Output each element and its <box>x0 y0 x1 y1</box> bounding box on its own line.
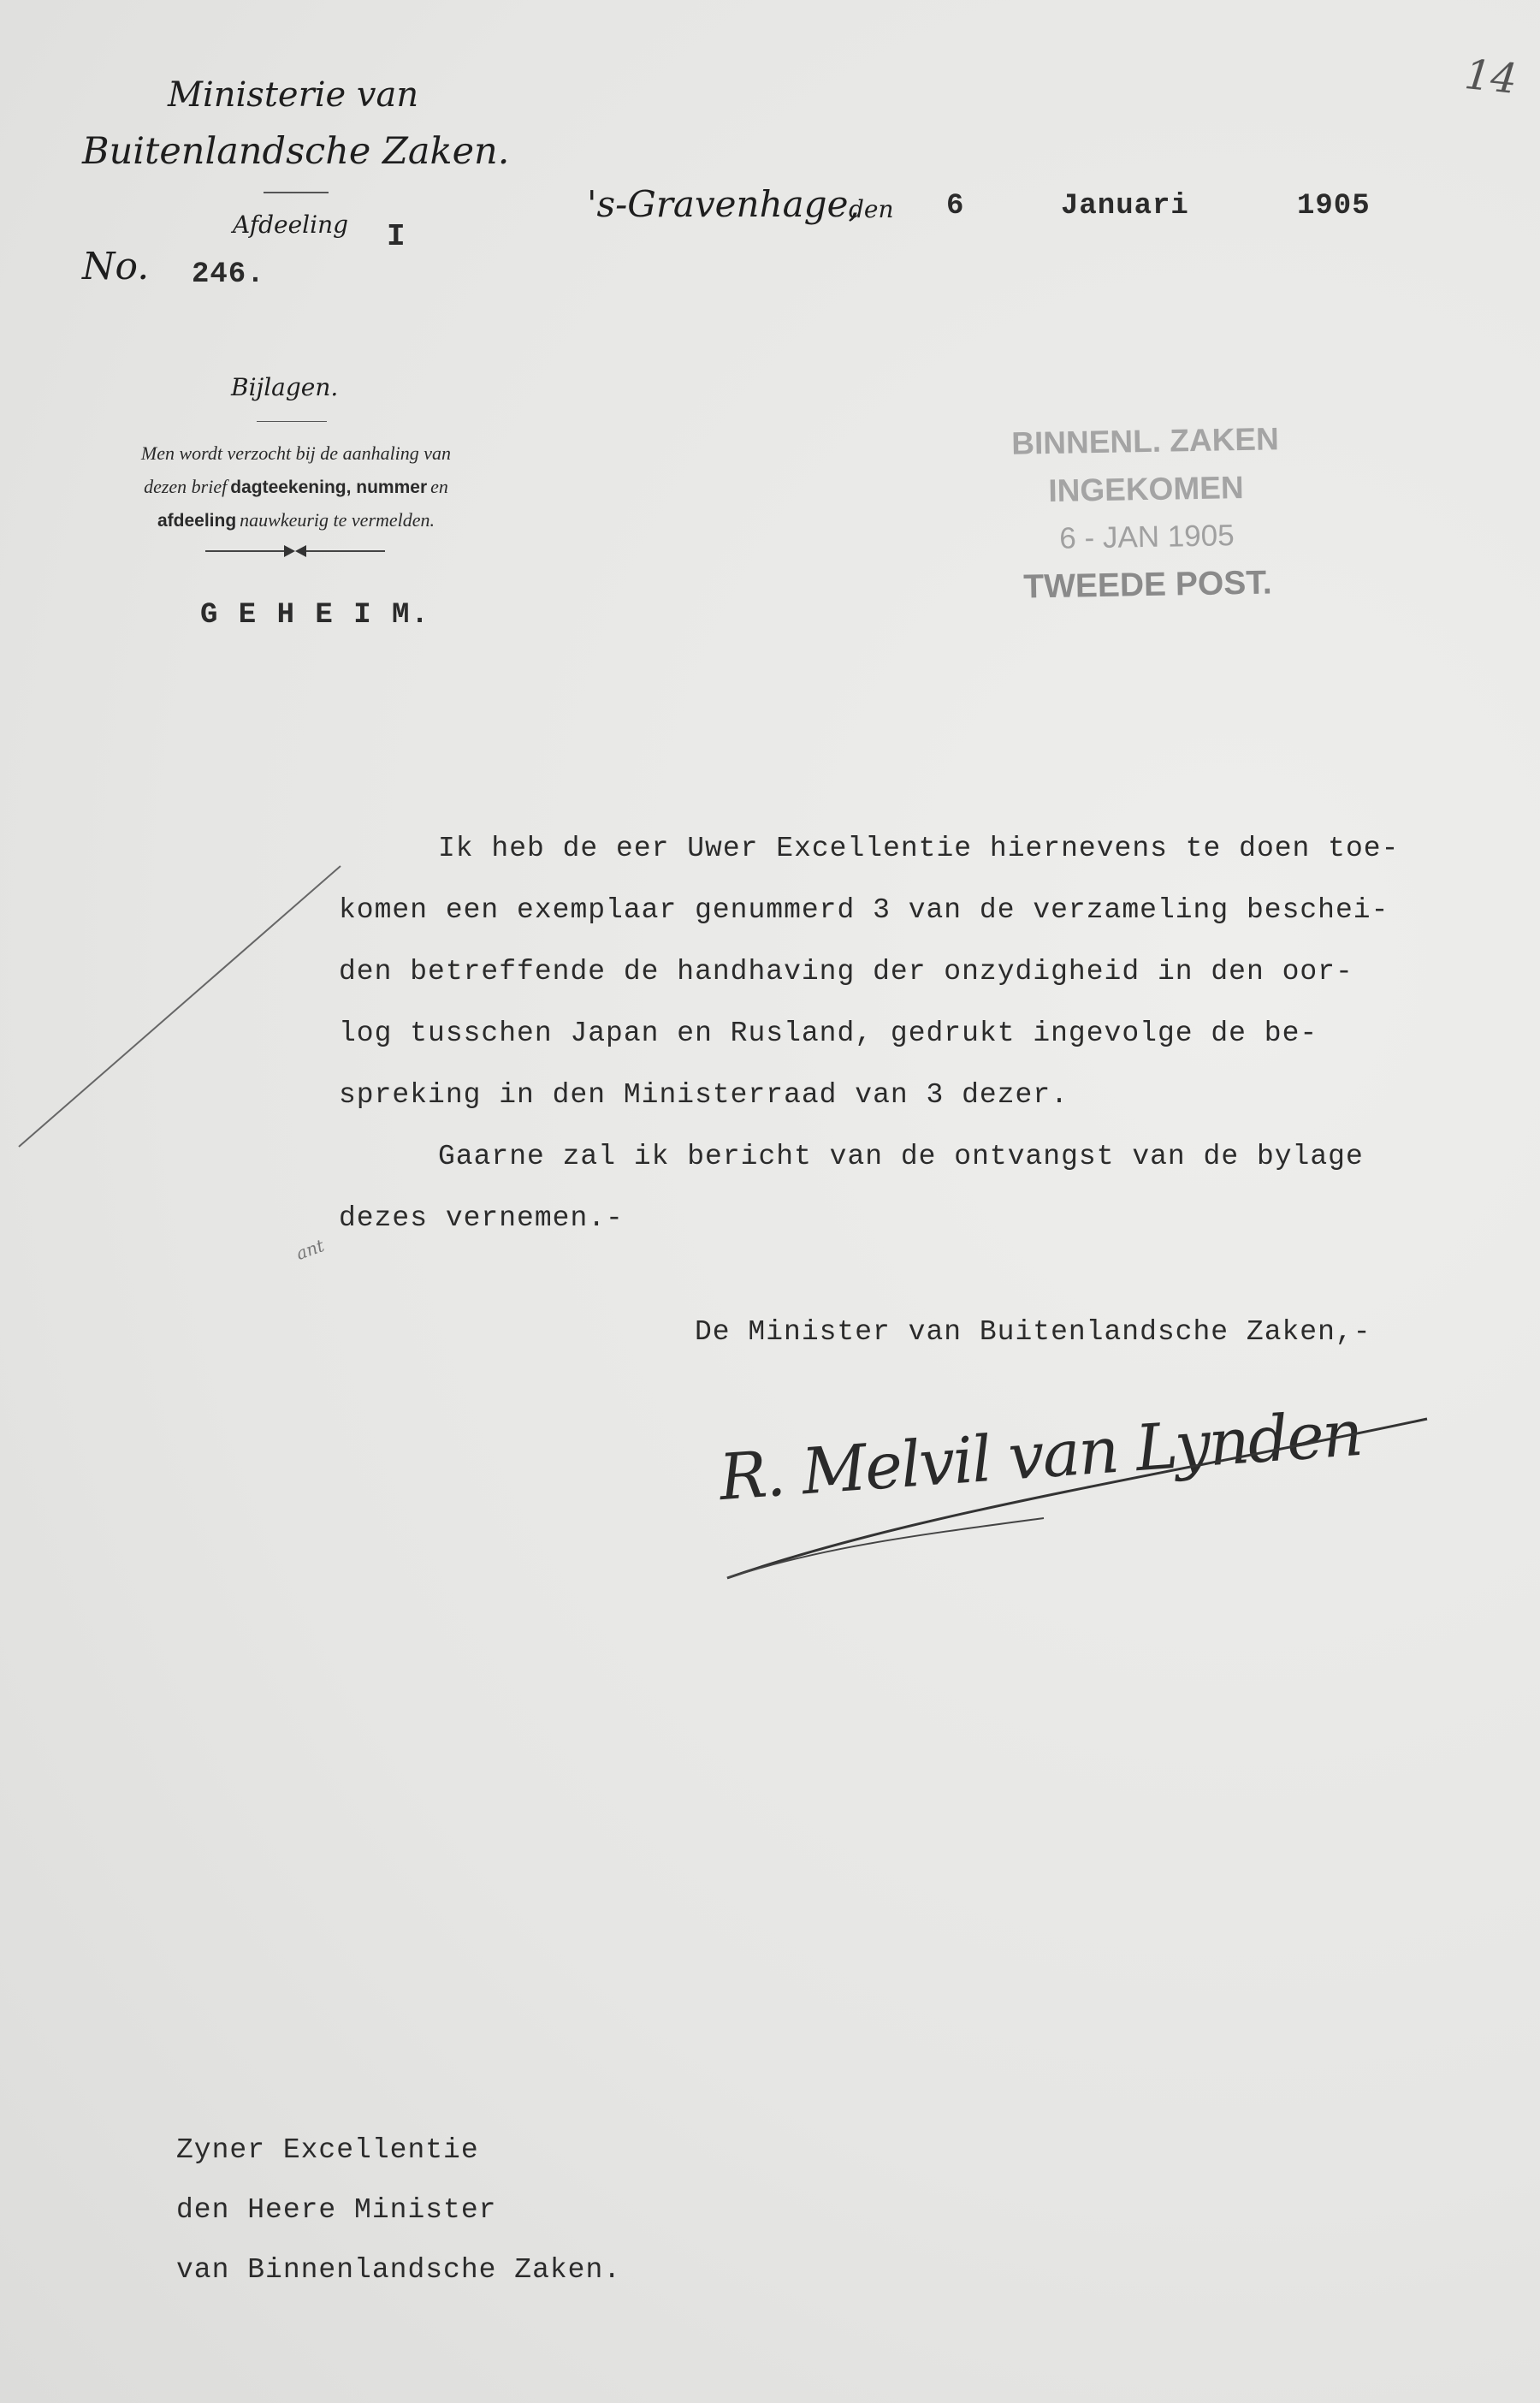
number-label: No. <box>82 245 150 288</box>
addressee-line3: van Binnenlandsche Zaken. <box>176 2254 622 2286</box>
date-month: Januari <box>1061 190 1189 222</box>
place-name: 's-Gravenhage, <box>587 183 860 225</box>
date-year: 1905 <box>1297 190 1371 222</box>
page-number: 14 <box>1462 50 1519 104</box>
signature: R. Melvil van Lynden <box>702 1385 1454 1590</box>
addressee-line2: den Heere Minister <box>176 2194 497 2226</box>
signature-flourish <box>702 1385 1454 1590</box>
body-line: Gaarne zal ik bericht van de ontvangst van de bylage <box>438 1141 1364 1172</box>
ministry-name-line2: Buitenlandsche Zaken. <box>82 130 510 173</box>
department-label: Afdeeling <box>233 211 349 239</box>
letter-number: 246. <box>192 258 265 291</box>
ornament-divider <box>205 541 385 561</box>
letterhead-divider <box>264 192 329 193</box>
classification-secret: G E H E I M. <box>200 599 430 632</box>
attachments-divider <box>257 421 327 422</box>
margin-note: ant <box>293 1235 327 1264</box>
closing-line: De Minister van Buitenlandsche Zaken,- <box>695 1316 1371 1348</box>
attachments-label: Bijlagen. <box>231 373 339 401</box>
body-line: Ik heb de eer Uwer Excellentie hiernevens te doen toe- <box>438 833 1400 864</box>
body-line: log tusschen Japan en Rusland, gedrukt ingevolge de be- <box>339 1018 1318 1049</box>
ministry-name-line1: Ministerie van <box>168 75 419 115</box>
date-den: den <box>849 195 894 223</box>
body-line: komen een exemplaar genummerd 3 van de verzameling beschei- <box>339 894 1389 926</box>
date-day: 6 <box>946 190 965 222</box>
received-stamp: BINNENL. ZAKEN INGEKOMEN 6 - JAN 1905 TWEEDE POST. <box>1010 421 1280 606</box>
addressee-line1: Zyner Excellentie <box>176 2134 479 2166</box>
body-line: den betreffende de handhaving der onzydigheid in den oor- <box>339 956 1353 988</box>
citation-instruction: Men wordt verzocht bij de aanhaling van dezen brief dagteekening, nummer en afdeeling nauwkeurig te vermelden. <box>140 442 452 531</box>
department-value: I <box>387 219 406 254</box>
body-line: dezes vernemen.- <box>339 1202 624 1234</box>
body-line: spreking in den Ministerraad van 3 dezer. <box>339 1079 1069 1111</box>
pencil-stroke <box>0 847 359 1172</box>
